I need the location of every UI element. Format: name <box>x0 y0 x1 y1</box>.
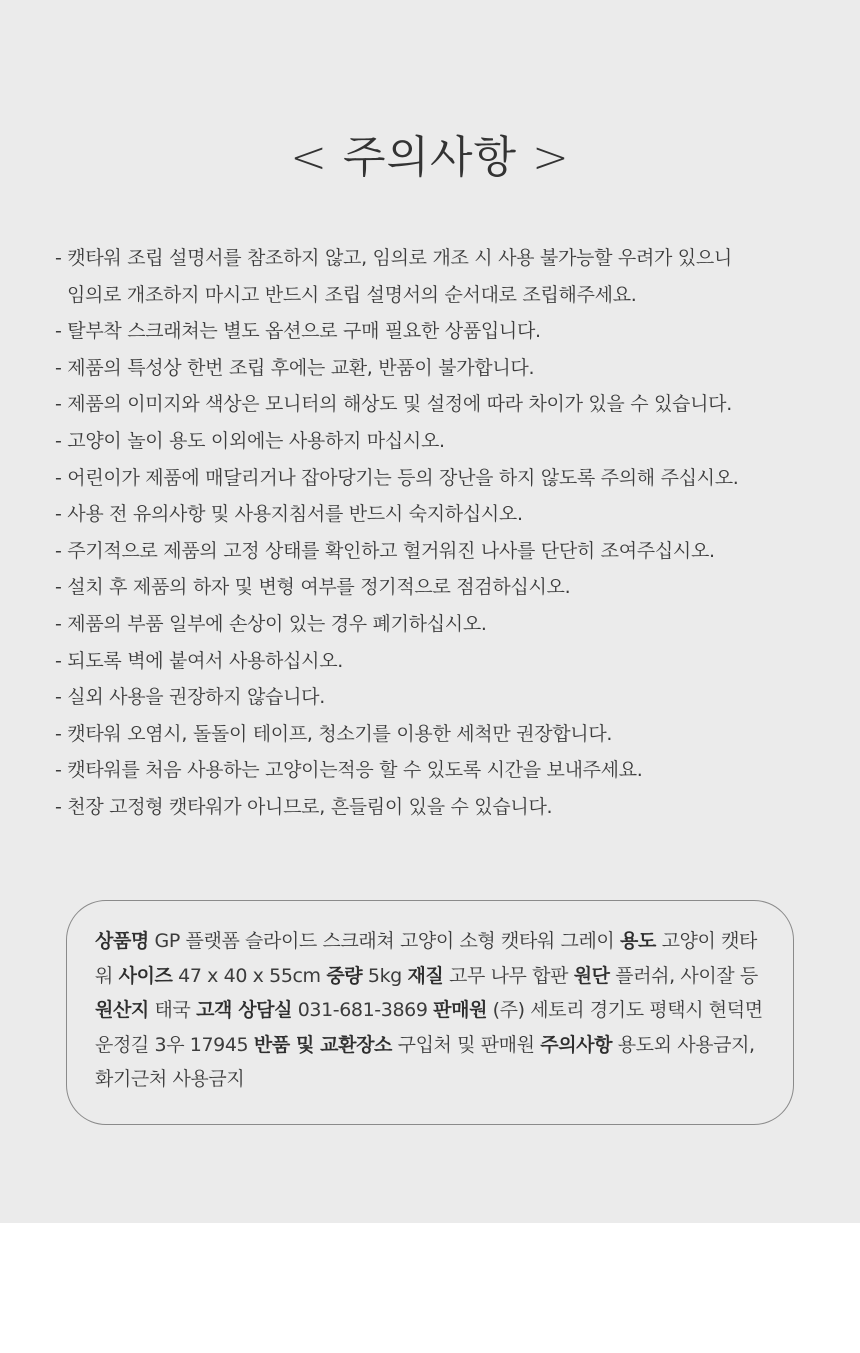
page-title: < 주의사항 > <box>290 132 570 183</box>
return-value: 구입처 및 판매원 <box>397 1033 535 1056</box>
notice-item: - 되도록 벽에 붙여서 사용하십시오. <box>55 649 344 672</box>
material-value: 고무 나무 합판 <box>449 964 569 987</box>
weight-label: 중량 <box>326 964 363 987</box>
size-value: 47 x 40 x 55cm <box>178 964 321 987</box>
seller-label: 판매원 <box>433 999 488 1021</box>
notice-item: - 제품의 부품 일부에 손상이 있는 경우 폐기하십시오. <box>55 612 487 635</box>
notice-item: - 캣타워를 처음 사용하는 고양이는적응 할 수 있도록 시간을 보내주세요. <box>55 759 643 782</box>
notice-item: - 캣타워 오염시, 돌돌이 테이프, 청소기를 이용한 세척만 권장합니다. <box>55 722 613 745</box>
product-info-box <box>66 900 794 1125</box>
size-label: 사이즈 <box>118 964 173 987</box>
notice-item: - 사용 전 유의사항 및 사용지침서를 반드시 숙지하십시오. <box>55 503 523 526</box>
notice-item-continuation: 임의로 개조하지 마시고 반드시 조립 설명서의 순서대로 조립해주세요. <box>67 283 637 306</box>
notice-item: - 설치 후 제품의 하자 및 변형 여부를 정기적으로 점검하십시오. <box>55 576 571 599</box>
product-info-text <box>95 924 765 1097</box>
use-label: 용도 <box>620 930 656 952</box>
customer-service-label: 고객 상담실 <box>196 999 293 1021</box>
caution-value: 용도외 사용금지, 화기근처 사용금지 <box>95 1033 755 1090</box>
notice-list <box>55 240 835 826</box>
seller-value: (주) 세토리 경기도 평택시 현덕면 운정길 3우 17945 <box>95 999 763 1056</box>
weight-value: 5kg <box>367 964 402 987</box>
notice-item: - 고양이 놀이 용도 이외에는 사용하지 마십시오. <box>55 429 445 452</box>
caution-label: 주의사항 <box>540 1033 613 1056</box>
notice-item: - 천장 고정형 캣타워가 아니므로, 흔들림이 있을 수 있습니다. <box>55 795 553 818</box>
notice-item: - 어린이가 제품에 매달리거나 잡아당기는 등의 장난을 하지 않도록 주의해 주십시오. <box>55 466 739 489</box>
use-value: 고양이 캣타워 <box>95 930 757 987</box>
notice-item: - 탈부착 스크래쳐는 별도 옵션으로 구매 필요한 상품입니다. <box>55 320 541 343</box>
product-name-label: 상품명 <box>95 930 149 952</box>
product-name-value: GP 플랫폼 슬라이드 스크래쳐 고양이 소형 캣타워 그레이 <box>154 930 615 952</box>
customer-service-phone: 031-681-3869 <box>297 999 428 1021</box>
fabric-label: 원단 <box>573 964 610 987</box>
origin-value: 태국 <box>154 999 191 1021</box>
fabric-value: 플러쉬, 사이잘 등 <box>615 964 758 987</box>
material-label: 재질 <box>407 964 444 987</box>
return-label: 반품 및 교환장소 <box>253 1033 392 1056</box>
notice-item: - 주기적으로 제품의 고정 상태를 확인하고 헐거워진 나사를 단단히 조여주십시오. <box>55 539 715 562</box>
notice-item: - 실외 사용을 권장하지 않습니다. <box>55 686 325 709</box>
notice-item: - 제품의 이미지와 색상은 모니터의 해상도 및 설정에 따라 차이가 있을 수 있습니다. <box>55 393 732 416</box>
origin-label: 원산지 <box>95 999 149 1021</box>
notice-item: - 캣타워 조립 설명서를 참조하지 않고, 임의로 개조 시 사용 불가능할 우려가 있으니 <box>55 247 732 269</box>
notice-item: - 제품의 특성상 한번 조립 후에는 교환, 반품이 불가합니다. <box>55 356 535 379</box>
